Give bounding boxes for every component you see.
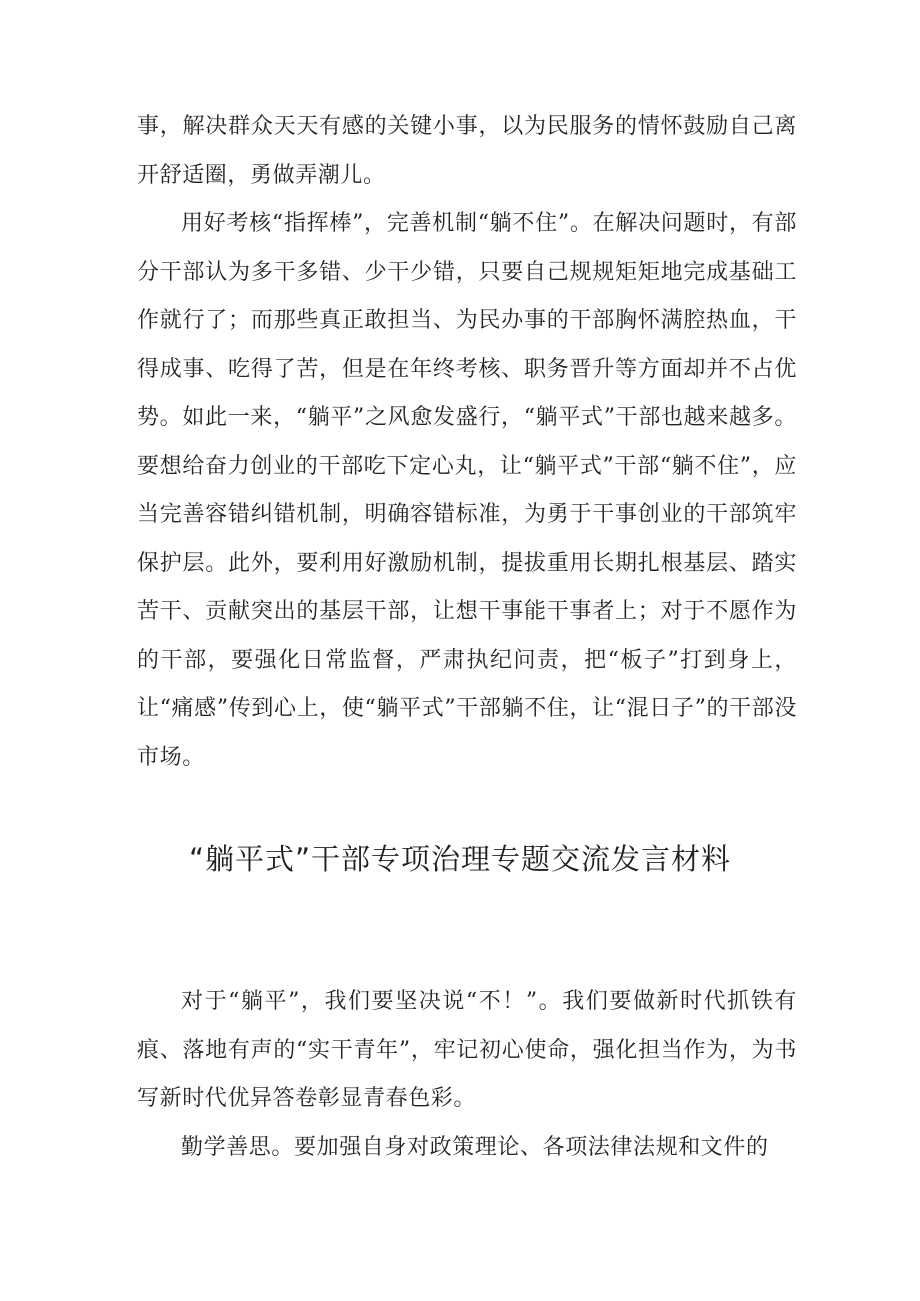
paragraph-assessment-mechanism: 用好考核“指挥棒”，完善机制“躺不住”。在解决问题时，有部分干部认为多干多错、少干少错，只要自己规规矩矩地完成基础工作就行了；而那些真正敢担当、为民办事的干部胸怀满腔热血，干得成事、吃得了苦，但是在年终考核、职务晋升等方面却并不占优势。如此一来，“躺平”之风愈发盛行，“躺平式”干部也越来越多。要想给奋力创业的干部吃下定心丸，让“躺平式”干部“躺不住”，应当完善容错纠错机制，明确容错标准，为勇于干事创业的干部筑牢保护层。此外，要利用好激励机制，提拔重用长期扎根基层、踏实苦干、贡献突出的基层干部，让想干事能干事者上；对于不愿作为的干部，要强化日常监督，严肃执纪问责，把“板子”打到身上，让“痛感”传到心上，使“躺平式”干部躺不住，让“混日子”的干部没市场。 — [137, 211, 797, 770]
paragraph-study-hard: 勤学善思。要加强自身对政策理论、各项法律法规和文件的 — [181, 1134, 769, 1160]
paragraph-continued: 事，解决群众天天有感的关键小事，以为民服务的情怀鼓励自己离开舒适圈，勇做弄潮儿。 — [137, 114, 797, 188]
body-text-bottom — [137, 978, 797, 1172]
body-text-top — [137, 103, 797, 782]
paragraph-intro: 对于“躺平”，我们要坚决说“不！”。我们要做新时代抓铁有痕、落地有声的“实干青年”，牢记初心使命，强化担当作为，为书写新时代优异答卷彰显青春色彩。 — [137, 989, 797, 1111]
section-title: “躺平式”干部专项治理专题交流发言材料 — [188, 842, 732, 876]
